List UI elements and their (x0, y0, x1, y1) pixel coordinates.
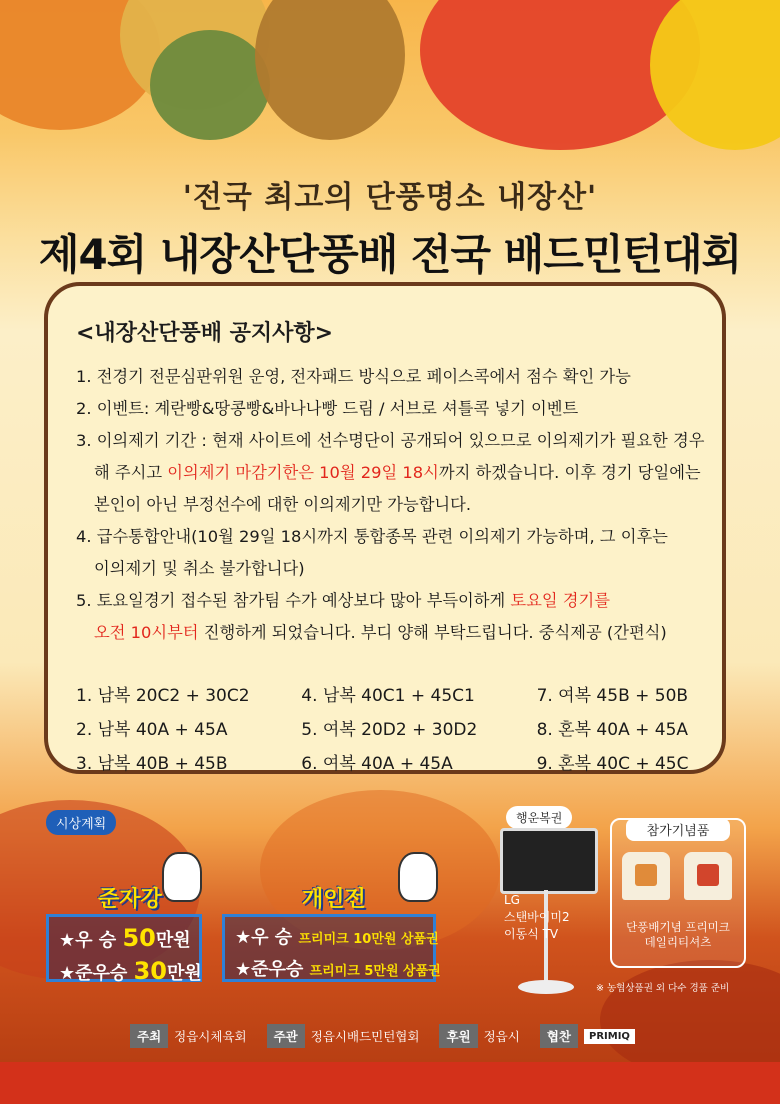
individual-first-prize (235, 923, 439, 955)
event-item: 5. 여복 20D2 + 30D2 (301, 719, 478, 740)
event-item: 1. 남복 20C2 + 30C2 (76, 685, 250, 706)
individual-prize-box (222, 914, 441, 982)
prize-amount: 50 (122, 924, 156, 952)
partner-logo: PRIMIQ (584, 1029, 635, 1044)
event-item: 2. 남복 40A + 45A (76, 719, 228, 740)
event-item: 8. 혼복 40A + 45A (536, 719, 689, 740)
poster-subtitle: '전국 최고의 단풍명소 내장산' (182, 180, 598, 215)
leaf-decoration (255, 0, 405, 140)
shuttlecock-mascot-icon (162, 852, 202, 902)
notice-item-4-line-2: 이의제기 및 취소 불가합니다) (94, 559, 305, 578)
prize-voucher: 프리미크 5만원 상품권 (309, 964, 441, 979)
event-row (76, 676, 716, 710)
awards-badge: 시상계획 (46, 810, 116, 835)
notice-text: 진행하게 되었습니다. 부디 양해 부탁드립니다. 중식제공 (간편식) (198, 623, 667, 642)
notice-item-2: 2. 이벤트: 계란빵&땅콩빵&바나나빵 드림 / 서브로 셔틀콕 넣기 이벤트 (76, 399, 579, 418)
event-item: 9. 혼복 40C + 45C (536, 753, 689, 774)
prize-label: ★준우승 (235, 959, 304, 980)
notice-item-3-line-2 (76, 457, 701, 489)
notice-item-4-line-1: 4. 급수통합안내(10월 29일 18시까지 통합종목 관련 이의제기 가능하며, 그 이후는 (76, 527, 668, 546)
notice-board (44, 282, 726, 774)
tshirt-print-icon (697, 864, 719, 886)
souvenir-label: 참가기념품 (626, 818, 730, 841)
prize-unit: 만원 (155, 930, 191, 951)
tv-base-icon (518, 980, 574, 994)
prize-label: ★우 승 (235, 927, 293, 948)
notice-text: 까지 하겠습니다. 이후 경기 당일에는 (438, 463, 701, 482)
partner-tag: 협찬 (540, 1024, 578, 1048)
saturday-highlight: 토요일 경기를 (510, 591, 610, 610)
event-item: 4. 남복 40C1 + 45C1 (301, 685, 475, 706)
tshirt-print-icon (635, 864, 657, 886)
lucky-draw-text (504, 892, 570, 943)
poster-title: 제4회 내장산단풍배 전국 배드민턴대회 (38, 230, 742, 279)
host-name: 정읍시체육회 (174, 1029, 247, 1044)
notice-item-1: 1. 전경기 전문심판위원 운영, 전자패드 방식으로 페이스콕에서 점수 확인 가능 (76, 367, 631, 386)
lucky-draw-line-3: 이동식 TV (504, 927, 559, 941)
notice-text: 해 주시고 (94, 463, 168, 482)
tv-icon (500, 828, 598, 894)
prize-amount: 30 (133, 957, 167, 985)
souvenir-text (612, 920, 744, 950)
jajang-title: 준자강 (98, 887, 162, 912)
event-list (76, 676, 716, 778)
tshirt-icon (684, 852, 732, 900)
event-item: 7. 여복 45B + 50B (536, 685, 689, 706)
jajang-second-prize (59, 956, 202, 989)
event-row (76, 710, 716, 744)
prize-voucher: 프리미크 10만원 상품권 (298, 932, 439, 947)
bottom-bar (0, 1062, 780, 1104)
start-time-highlight: 오전 10시부터 (94, 623, 199, 642)
notice-item-3-line-1: 3. 이의제기 기간 : 현재 사이트에 선수명단이 공개되어 있으므로 이의제기가 필요한 경우 (76, 431, 705, 450)
sponsor-name: 정읍시 (483, 1029, 520, 1044)
leaf-decoration (150, 30, 270, 140)
notice-item-5-line-1 (76, 585, 696, 617)
event-row (76, 744, 716, 778)
souvenir-line-1: 단풍배기념 프리미크 (626, 920, 730, 934)
jajang-prize-box (46, 914, 202, 985)
individual-title: 개인전 (302, 887, 366, 912)
sponsor-footer (130, 1024, 649, 1048)
event-item: 3. 남복 40B + 45B (76, 753, 228, 774)
individual-second-prize (235, 955, 441, 987)
deadline-highlight: 이의제기 마감기한은 10월 29일 18시 (167, 463, 439, 482)
notice-item-3-line-3: 본인이 아닌 부정선수에 대한 이의제기만 가능합니다. (94, 495, 472, 514)
jajang-first-prize (59, 923, 189, 956)
prize-label: ★준우승 (59, 963, 128, 984)
shuttlecock-mascot-icon (398, 852, 438, 902)
organizer-tag: 주관 (267, 1024, 305, 1048)
lucky-draw-line-2: 스탠바이미2 (504, 910, 570, 924)
prize-unit: 만원 (167, 963, 202, 984)
prize-label: ★우 승 (59, 930, 117, 951)
tshirt-icon (622, 852, 670, 900)
prize-note: ※ 농협상품권 외 다수 경품 준비 (596, 983, 730, 994)
notice-heading: <내장산단풍배 공지사항> (76, 321, 334, 346)
host-tag: 주최 (130, 1024, 168, 1048)
leaf-decoration (650, 0, 780, 150)
organizer-name: 정읍시배드민턴협회 (310, 1029, 420, 1044)
sponsor-tag: 후원 (439, 1024, 477, 1048)
event-item: 6. 여복 40A + 45A (301, 753, 453, 774)
souvenir-line-2: 데일리티셔츠 (644, 935, 712, 949)
lucky-draw-badge: 행운복권 (506, 806, 572, 829)
lucky-draw-line-1: LG (504, 893, 520, 907)
notice-text: 5. 토요일경기 접수된 참가팀 수가 예상보다 많아 부득이하게 (76, 591, 511, 610)
notice-item-5-line-2 (76, 617, 696, 649)
